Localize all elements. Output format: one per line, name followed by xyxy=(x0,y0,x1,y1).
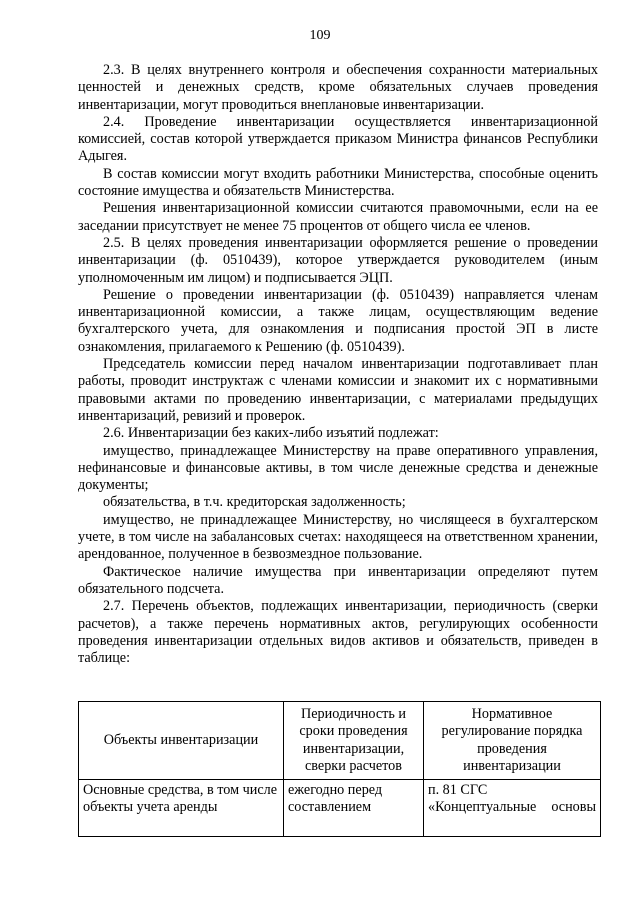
paragraph-decision-distribution: Решение о проведении инвентаризации (ф. 0510439) направляется членам инвентаризационной комиссии, а также лицам, осуществляющим ведение бухгалтерского учета, для ознакомления и подписания простой ЭП в листе ознакомления, прилагаемого к Решению (ф. 0510439). xyxy=(78,286,598,355)
inventory-table xyxy=(78,701,601,837)
header-periodicity: Периодичность и сроки проведения инвентаризации, сверки расчетов xyxy=(284,702,424,780)
table-cell: Основные средства, в том числе объекты учета аренды xyxy=(79,780,284,837)
table-header-row xyxy=(79,702,601,780)
paragraph-2-7: 2.7. Перечень объектов, подлежащих инвентаризации, периодичность (сверки расчетов), а также перечень нормативных актов, регулирующих особенности проведения инвентаризации отдельных видов активов и обязательств, приведен в таблице: xyxy=(78,598,598,667)
document-body xyxy=(78,62,598,667)
paragraph-liabilities: обязательства, в т.ч. кредиторская задолженность; xyxy=(103,494,406,511)
paragraph-commission-members: В состав комиссии могут входить работники Министерства, способные оценить состояние имущества и обязательств Министерства. xyxy=(78,165,598,200)
header-regulation: Нормативное регулирование порядка проведения инвентаризации xyxy=(424,702,601,780)
paragraph-2-6: 2.6. Инвентаризации без каких-либо изъятий подлежат: xyxy=(103,425,439,442)
paragraph-commission-quorum: Решения инвентаризационной комиссии считаются правомочными, если на ее заседании присутствует не менее 75 процентов от общего числа ее членов. xyxy=(78,200,598,234)
paragraph-2-4: 2.4. Проведение инвентаризации осуществляется инвентаризационной комиссией, состав которой утверждается приказом Министра финансов Республики Адыгея. xyxy=(78,113,598,165)
table-row xyxy=(79,780,601,837)
paragraph-property-owned: имущество, принадлежащее Министерству на праве оперативного управления, нефинансовые и финансовые активы, в том числе денежные средства и денежные документы; xyxy=(78,442,598,494)
inventory-table-container xyxy=(78,701,600,837)
paragraph-2-3: 2.3. В целях внутреннего контроля и обеспечения сохранности материальных ценностей и денежных средств, кроме обязательных случаев проведения инвентаризации, могут проводиться внеплановые инвентаризации. xyxy=(78,62,598,113)
header-objects: Объекты инвентаризации xyxy=(79,702,284,780)
table-cell: ежегодно перед составлением xyxy=(284,780,424,837)
table-cell: п. 81 СГС «Концептуальные основы xyxy=(424,780,601,837)
page-number: 109 xyxy=(309,28,331,43)
paragraph-chairman-duties: Председатель комиссии перед началом инвентаризации подготавливает план работы, проводит инструктаж с членами комиссии и знакомит их с нормативными правовыми актами по проведению инвентаризации, с материалами предыдущих инвентаризаций, ревизий и проверок. xyxy=(78,356,598,424)
paragraph-2-5: 2.5. В целях проведения инвентаризации оформляется решение о проведении инвентаризации (ф. 0510439), которое утверждается руководителем (иным уполномоченным им лицом) и подписывается ЭЦП. xyxy=(78,234,598,286)
paragraph-property-not-owned: имущество, не принадлежащее Министерству, но числящееся в бухгалтерском учете, в том числе на забалансовых счетах: находящееся на ответственном хранении, арендованное, полученное в безвозмездное пользование. xyxy=(78,511,598,563)
paragraph-actual-count: Фактическое наличие имущества при инвентаризации определяют путем обязательного подсчета. xyxy=(78,563,598,597)
